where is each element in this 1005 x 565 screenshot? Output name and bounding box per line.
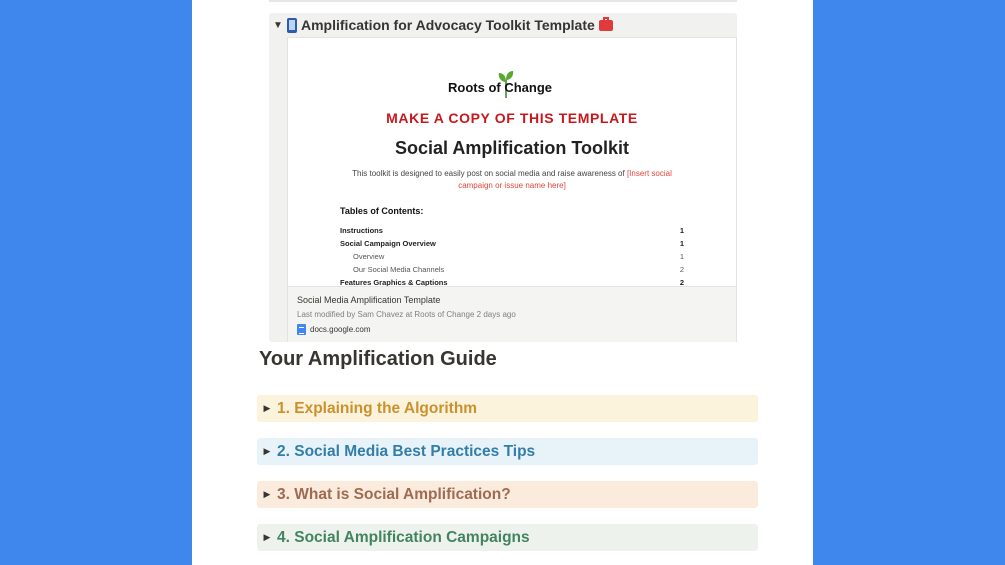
divider (269, 0, 737, 2)
triangle-right-icon[interactable]: ▶ (263, 489, 271, 499)
doc-title: Social Amplification Toolkit (394, 138, 630, 158)
copy-banner: MAKE A COPY OF THIS TEMPLATE (386, 110, 638, 126)
toc-heading: Tables of Contents: (340, 206, 424, 216)
toc-row (340, 239, 684, 252)
toc-list (340, 226, 684, 286)
toc-label: Our Social Media Channels (353, 265, 445, 274)
toc-page: 2 (679, 265, 684, 274)
toc-label: Overview (353, 252, 385, 261)
toc-row (340, 226, 684, 239)
roots-of-change-logo (448, 70, 578, 98)
triangle-right-icon[interactable]: ▶ (263, 532, 271, 542)
toc-page: 2 (679, 278, 684, 286)
google-docs-icon (297, 324, 306, 335)
toc-page: 1 (679, 252, 684, 261)
guide-toggle-label: 2. Social Media Best Practices Tips (277, 442, 536, 460)
toolbox-icon (599, 20, 613, 31)
doc-description (338, 168, 686, 192)
bookmark-title: Social Media Amplification Template (297, 295, 441, 305)
toc-row (340, 252, 684, 265)
bookmark-preview (288, 38, 736, 286)
guide-toggle-campaigns[interactable] (257, 524, 758, 551)
toc-label: Social Campaign Overview (340, 239, 436, 248)
logo-text: Roots of Change (448, 80, 552, 95)
guide-toggle-best-practices[interactable] (257, 438, 758, 465)
bookmark-meta (288, 286, 736, 342)
toc-page: 1 (679, 239, 684, 248)
guide-toggle-what-is[interactable] (257, 481, 758, 508)
bookmark-card[interactable] (287, 37, 737, 342)
triangle-right-icon[interactable]: ▶ (263, 446, 271, 456)
toc-label: Features Graphics & Captions (340, 278, 448, 286)
toc-row (340, 278, 684, 286)
toolkit-toggle-block (269, 13, 737, 342)
triangle-down-icon[interactable]: ▼ (273, 19, 283, 31)
guide-toggle-label: 4. Social Amplification Campaigns (277, 528, 530, 546)
bookmark-url: docs.google.com (310, 325, 371, 334)
guide-toggle-label: 3. What is Social Amplification? (277, 485, 511, 503)
bookmark-url-row (297, 324, 370, 335)
toc-label: Instructions (340, 226, 383, 235)
toolkit-toggle-header[interactable] (269, 13, 613, 37)
guide-toggle-label: 1. Explaining the Algorithm (277, 399, 478, 417)
triangle-right-icon[interactable]: ▶ (263, 403, 271, 413)
desc-prefix: This toolkit is designed to easily post on social media and raise awareness of (352, 169, 627, 178)
bookmark-subtitle: Last modified by Sam Chavez at Roots of Change 2 days ago (297, 310, 516, 319)
toc-row (340, 265, 684, 278)
mobile-phone-arrow-icon (287, 18, 297, 33)
desc-placeholder: [Insert social campaign or issue name here] (458, 169, 672, 190)
toolkit-toggle-title: Amplification for Advocacy Toolkit Template (301, 17, 595, 33)
toc-page: 1 (679, 226, 684, 235)
guide-heading: Your Amplification Guide (259, 348, 497, 370)
guide-toggle-algorithm[interactable] (257, 395, 758, 422)
toolkit-toggle-title-wrap (287, 17, 613, 33)
